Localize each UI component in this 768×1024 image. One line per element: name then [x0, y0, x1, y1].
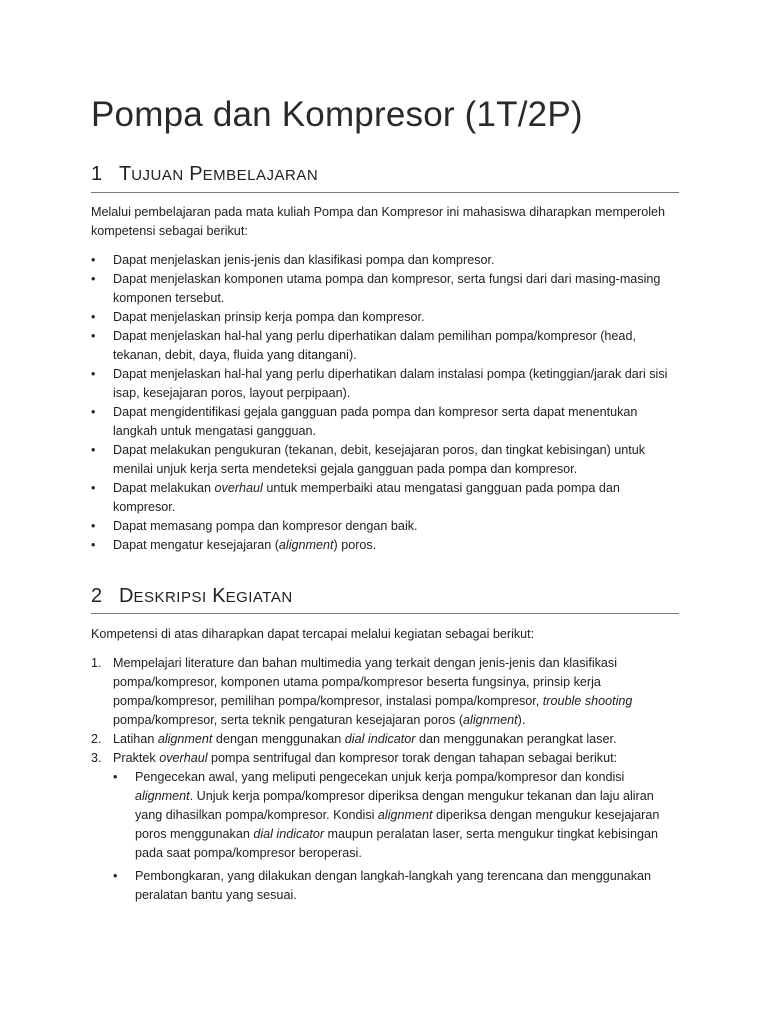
section-2-list [91, 654, 681, 905]
section-1-number: 1 [91, 163, 103, 185]
document-title: Pompa dan Kompresor (1T/2P) [91, 95, 583, 134]
text-run: dengan menggunakan [212, 732, 345, 746]
text-run: ). [517, 713, 526, 727]
heading-word-cap: T [119, 163, 132, 185]
text-run: Dapat menjelaskan jenis-jenis dan klasifikasi pompa dan kompresor. [113, 253, 495, 267]
number-marker: 3. [91, 751, 102, 765]
bullet-marker: • [91, 443, 96, 457]
bullet-marker: • [113, 869, 118, 883]
section-1-heading [91, 163, 318, 186]
section-1-list [91, 251, 681, 555]
sub-list-item [113, 768, 681, 863]
text-run: maupun peralatan laser, serta mengukur tingkat kebisingan pada saat pompa/kompresor beroperasi. [135, 827, 658, 860]
text-run: Dapat mengidentifikasi gejala gangguan pada pompa dan kompresor serta dapat menentukan langkah untuk mengatasi gangguan. [113, 405, 638, 438]
italic-term: dial indicator [344, 732, 416, 746]
text-run: Praktek [113, 751, 160, 765]
list-item [91, 308, 681, 327]
item-text [113, 751, 617, 765]
list-item [91, 517, 681, 536]
italic-term: alignment [135, 789, 190, 803]
heading-word-rest: EGIATAN [225, 589, 293, 606]
text-run: untuk memperbaiki atau mengatasi gangguan pada pompa dan kompresor. [113, 481, 620, 514]
list-item [91, 327, 681, 365]
text-run: Dapat menjelaskan hal-hal yang perlu diperhatikan dalam pemilihan pompa/kompresor (head, tekanan, debit, daya, fluida yang ditangani). [113, 329, 636, 362]
text-run: ) poros. [333, 538, 377, 552]
section-1-intro: Melalui pembelajaran pada mata kuliah Pompa dan Kompresor ini mahasiswa diharapkan memperoleh kompetensi sebagai berikut: [91, 205, 666, 238]
heading-word-cap: D [119, 585, 134, 607]
bullet-marker: • [91, 405, 96, 419]
item-text [113, 656, 632, 727]
text-run: . Unjuk kerja pompa/kompresor diperiksa dengan mengukur tekanan dan laju aliran yang dihasilkan pompa/kompresor. Kondisi [135, 789, 654, 822]
text-run: Dapat melakukan pengukuran (tekanan, debit, kesejajaran poros, dan tingkat kebisingan) untuk menilai unjuk kerja serta mendeteksi gejala gangguan pada pompa dan kompresor. [113, 443, 646, 476]
bullet-marker: • [91, 519, 96, 533]
bullet-marker: • [91, 538, 96, 552]
text-run: Latihan [113, 732, 158, 746]
text-run: pompa sentrifugal dan kompresor torak dengan tahapan sebagai berikut: [207, 751, 618, 765]
number-marker: 2. [91, 732, 102, 746]
section-2-body [91, 625, 681, 905]
heading-word-cap: K [212, 585, 226, 607]
list-item [91, 479, 681, 517]
heading-word-rest: ESKRIPSI [133, 589, 207, 606]
text-run: Dapat melakukan [113, 481, 215, 495]
numbered-item [91, 749, 681, 905]
section-2-number: 2 [91, 585, 103, 607]
list-item [91, 536, 681, 555]
bullet-marker: • [91, 367, 96, 381]
bullet-marker: • [91, 272, 96, 286]
list-item [91, 365, 681, 403]
item-text [113, 732, 616, 746]
bullet-marker: • [91, 253, 96, 267]
numbered-item [91, 730, 681, 749]
section-2-rule [91, 613, 679, 614]
section-2-intro: Kompetensi di atas diharapkan dapat tercapai melalui kegiatan sebagai berikut: [91, 627, 535, 641]
sub-list-item [113, 867, 681, 905]
italic-term: alignment [377, 808, 433, 822]
italic-term: alignment [463, 713, 518, 727]
list-item [91, 270, 681, 308]
list-item [91, 251, 681, 270]
list-item [91, 441, 681, 479]
bullet-marker: • [91, 329, 96, 343]
text-run: Pengecekan awal, yang meliputi pengecekan unjuk kerja pompa/kompresor dan kondisi [135, 770, 625, 784]
text-run: Dapat mengatur kesejajaran ( [113, 538, 279, 552]
bullet-marker: • [113, 770, 118, 784]
bullet-marker: • [91, 310, 96, 324]
italic-term: dial indicator [253, 827, 325, 841]
list-item [91, 403, 681, 441]
text-run: diperiksa dengan mengukur kesejajaran poros menggunakan [135, 808, 660, 841]
number-marker: 1. [91, 656, 102, 670]
text-run: Dapat menjelaskan prinsip kerja pompa dan kompresor. [113, 310, 425, 324]
heading-word-rest: UJUAN [131, 167, 184, 184]
text-run: Pembongkaran, yang dilakukan dengan langkah-langkah yang terencana dan menggunakan peralatan bantu yang sesuai. [135, 869, 652, 902]
italic-term: alignment [278, 538, 334, 552]
heading-word-cap: P [189, 163, 203, 185]
text-run: Dapat menjelaskan hal-hal yang perlu diperhatikan dalam instalasi pompa (ketinggian/jarak dari sisi isap, kesejajaran poros, layout perpipaan). [113, 367, 668, 400]
text-run: Dapat menjelaskan komponen utama pompa dan kompresor, serta fungsi dari dari masing-masing komponen tersebut. [113, 272, 661, 305]
section-1-body [91, 203, 681, 555]
italic-term: alignment [157, 732, 213, 746]
section-2-heading [91, 585, 293, 608]
italic-term: trouble shooting [542, 694, 633, 708]
text-run: pompa/kompresor, serta teknik pengaturan kesejajaran poros ( [113, 713, 464, 727]
italic-term: overhaul [214, 481, 263, 495]
section-1-rule [91, 192, 679, 193]
text-run: Dapat memasang pompa dan kompresor dengan baik. [113, 519, 418, 533]
bullet-marker: • [91, 481, 96, 495]
sub-list [113, 768, 681, 905]
italic-term: overhaul [159, 751, 208, 765]
text-run: Mempelajari literature dan bahan multimedia yang terkait dengan jenis-jenis dan klasifikasi pompa/kompresor, komponen utama pompa/kompresor beserta fungsinya, prinsip kerja pompa/kompresor, pemilihan pompa/kompresor, instalasi pompa/kompresor, [113, 656, 618, 708]
text-run: dan menggunakan perangkat laser. [415, 732, 617, 746]
heading-word-rest: EMBELAJARAN [202, 167, 319, 184]
numbered-item [91, 654, 681, 730]
